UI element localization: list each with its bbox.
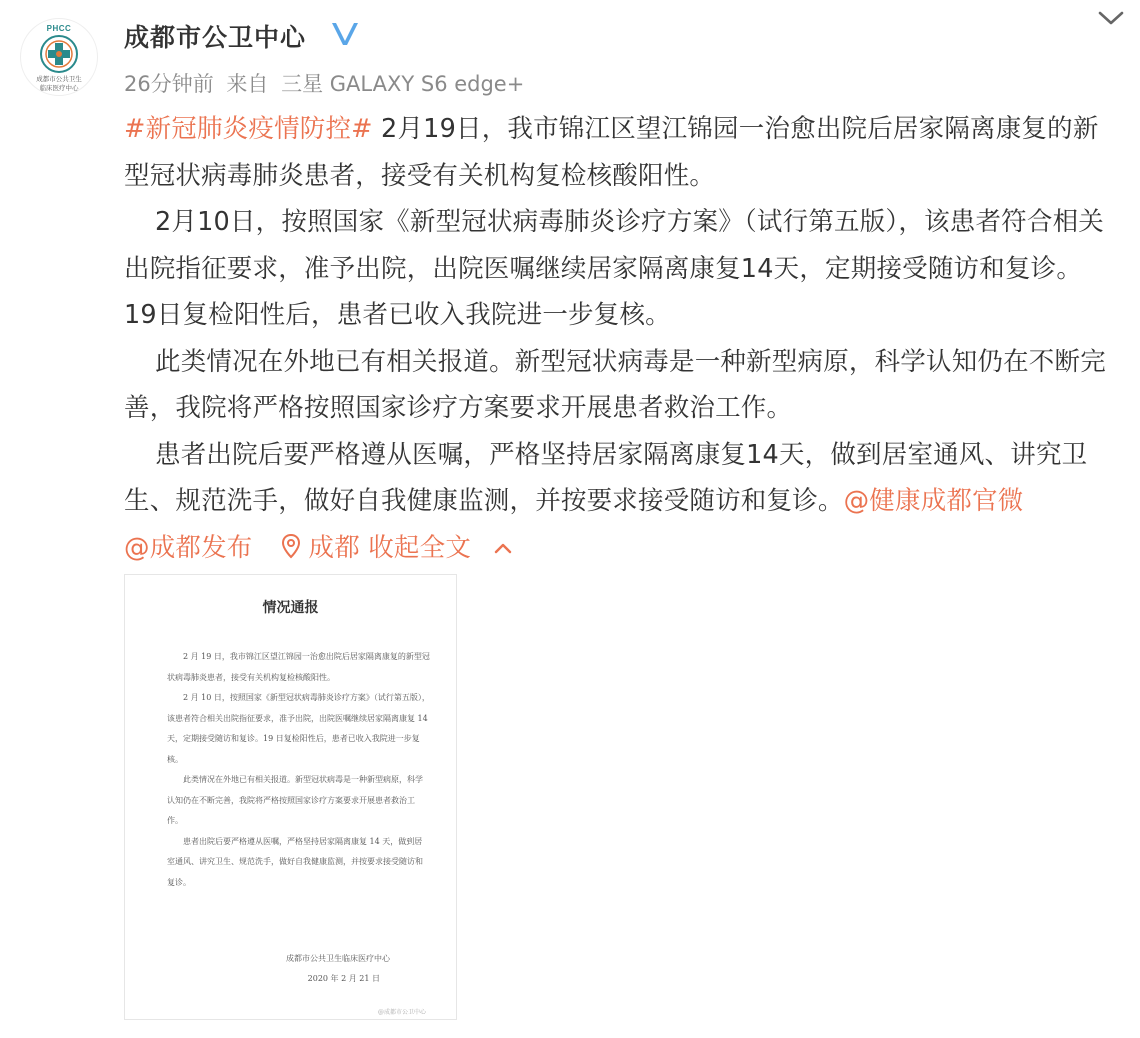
hospital-logo-icon — [39, 34, 79, 74]
verified-icon — [330, 20, 360, 46]
document-paragraph-4: 患者出院后要严格遵从医嘱，严格坚持居家隔离康复 14 天，做到居室通风、讲究卫生、规范洗手，做好自我健康监测，并按要求接受随访和复诊。 — [167, 836, 423, 887]
hashtag-link[interactable]: #新冠肺炎疫情防控# — [124, 114, 373, 144]
document-title: 情况通报 — [262, 600, 319, 616]
mention-fabu-link[interactable]: @成都发布 — [124, 532, 253, 563]
avatar-label-1: 成都市公共卫生 — [36, 75, 82, 83]
post-time[interactable]: 26分钟前 — [124, 72, 214, 96]
post-text-4: 患者出院后要严格遵从医嘱，严格坚持居家隔离康复14天，做到居室通风、讲究卫生、规范洗手，做好自我健康监测，并按要求接受随访和复诊。 — [124, 439, 1088, 516]
location-link[interactable]: 成都 — [308, 532, 360, 563]
username[interactable]: 成都市公卫中心 — [124, 23, 307, 52]
chevron-down-icon[interactable] — [1096, 8, 1126, 28]
attached-document-image[interactable] — [124, 574, 457, 1020]
document-paragraph-1: 2 月 19 日，我市锦江区望江锦园一治愈出院后居家隔离康复的新型冠状病毒肺炎患者，接受有关机构复检核酸阳性。 — [167, 652, 430, 682]
post-device: 三星 GALAXY S6 edge+ — [281, 72, 525, 96]
post-from-label: 来自 — [226, 72, 269, 96]
post-meta — [124, 68, 524, 98]
post-paragraph-1 — [124, 106, 1114, 199]
chevron-up-icon[interactable] — [493, 541, 513, 555]
document-body — [167, 647, 430, 893]
collapse-text-link[interactable]: 收起全文 — [368, 532, 472, 563]
post-paragraph-3: 此类情况在外地已有相关报道。新型冠状病毒是一种新型病原，科学认知仍在不断完善，我院将严格按照国家诊疗方案要求开展患者救治工作。 — [124, 346, 1106, 423]
document-organization: 成都市公共卫生临床医疗中心 — [286, 954, 390, 963]
avatar[interactable] — [20, 18, 98, 96]
document-watermark: @成都市公卫中心 — [377, 1009, 426, 1016]
post-text-1: 2月19日，我市锦江区望江锦园一治愈出院后居家隔离康复的新型冠状病毒肺炎患者，接受有关机构复检核酸阳性。 — [124, 114, 1099, 191]
avatar-code: PHCC — [46, 24, 72, 33]
post-paragraph-2: 2月10日，按照国家《新型冠状病毒肺炎诊疗方案》（试行第五版），该患者符合相关出院指征要求，准予出院，出院医嘱继续居家隔离康复14天，定期接受随访和复诊。19日复检阳性后，患者已收入我院进一步复核。 — [124, 207, 1104, 330]
document-paragraph-2: 2 月 10 日，按照国家《新型冠状病毒肺炎诊疗方案》（试行第五版），该患者符合相关出院指征要求，准予出院，出院医嘱继续居家隔离康复 14 天，定期接受随访和复诊。19 日复检阳性后，患者已收入我院进一步复核。 — [167, 693, 430, 764]
mention-jiankang-link[interactable]: @健康成都官微 — [843, 486, 1024, 516]
post-paragraph-4 — [124, 432, 1114, 572]
avatar-label-2: 临床医疗中心 — [39, 84, 79, 92]
location-pin-icon — [281, 533, 301, 559]
document-date: 2020 年 2 月 21 日 — [307, 974, 380, 983]
post-content — [124, 106, 1114, 571]
document-paragraph-3: 此类情况在外地已有相关报道。新型冠状病毒是一种新型病原，科学认知仍在不断完善，我院将严格按照国家诊疗方案要求开展患者救治工作。 — [167, 775, 423, 825]
